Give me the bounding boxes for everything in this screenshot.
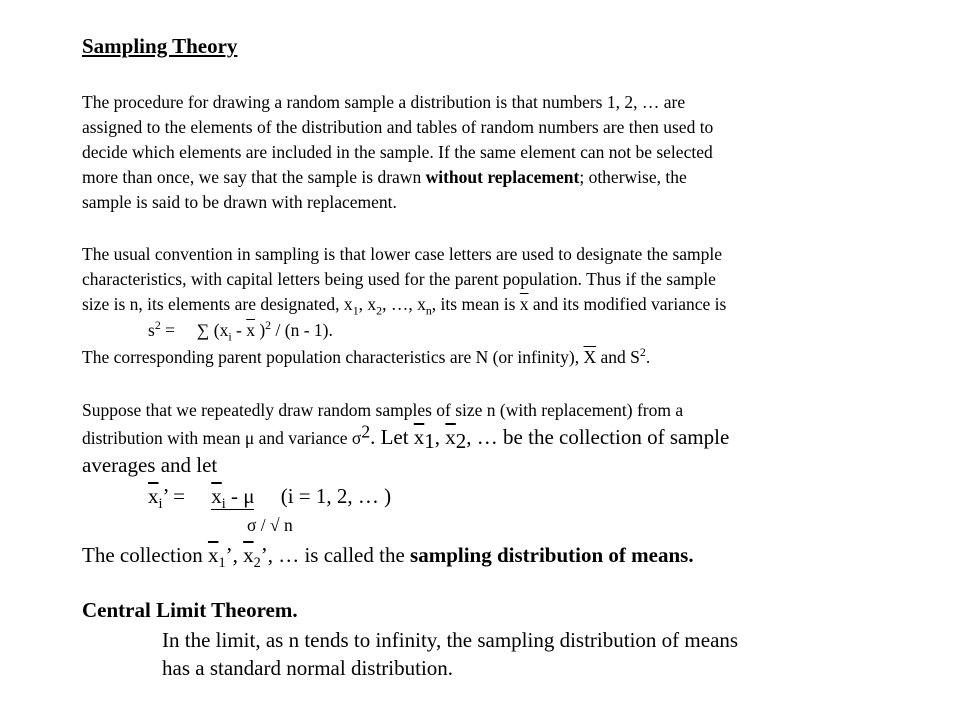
clt-line-2: has a standard normal distribution. xyxy=(162,656,454,680)
x-bar: $\overline{x}$ xyxy=(246,320,255,340)
subscript: 1 xyxy=(218,555,226,572)
paragraph-2-line-2: characteristics, with capital letters being used for the parent population. Thus if the sample xyxy=(82,269,716,289)
subscript: 2 xyxy=(455,429,467,454)
paragraph-1-line-4 xyxy=(82,167,687,188)
x-bar: $\overline{x}$ xyxy=(243,543,254,567)
bold-term: sampling distribution of means. xyxy=(410,543,694,567)
text-run: , its mean is xyxy=(431,294,520,314)
paragraph-1-line-5: sample is said to be drawn with replacement. xyxy=(82,192,397,212)
text-run: - xyxy=(231,320,247,340)
text-run: distribution with mean μ and variance σ xyxy=(82,428,362,448)
text-run: ’, … is called the xyxy=(260,543,411,567)
paragraph-3-line-2 xyxy=(82,421,730,454)
subscript: n xyxy=(425,303,432,318)
paragraph-2-line-3 xyxy=(82,294,727,318)
text-run: , xyxy=(434,425,446,449)
page-title: Sampling Theory xyxy=(82,34,238,58)
x-bar: $\overline{x}$ xyxy=(148,484,159,508)
text-run: = ∑ (x xyxy=(160,320,229,340)
x-bar: $\overline{x}$ xyxy=(445,425,456,449)
clt-heading: Central Limit Theorem. xyxy=(82,598,298,622)
x-bar: $\overline{x}$ xyxy=(413,425,425,449)
subscript: 1 xyxy=(352,303,359,318)
subscript: i xyxy=(158,496,163,513)
x-bar: $\overline{x}$ xyxy=(211,484,222,508)
standardization-equation xyxy=(148,484,392,513)
subscript: i xyxy=(228,329,232,344)
text-run: The corresponding parent population characteristics are N (or infinity), xyxy=(82,347,584,367)
paragraph-3-line-1: Suppose that we repeatedly draw random samples of size n (with replacement) from a xyxy=(82,400,684,420)
text-run: (i = 1, 2, … ) xyxy=(254,484,392,508)
text-run: and its modified variance is xyxy=(528,294,727,314)
text-run: ) xyxy=(254,320,266,340)
superscript: 2 xyxy=(154,318,161,333)
paragraph-1-line-1: The procedure for drawing a random sample a distribution is that numbers 1, 2, … are xyxy=(82,92,686,112)
fraction-denominator: σ / √ n xyxy=(247,515,293,535)
paragraph-3-line-3: averages and let xyxy=(82,453,218,477)
x-bar: $\overline{x}$ xyxy=(207,543,219,567)
subscript: 1 xyxy=(424,429,435,454)
text-run: / (n - 1). xyxy=(271,320,333,340)
x-bar-capital: $\overline{X}$ xyxy=(583,347,597,367)
text-run: . Let xyxy=(370,425,414,449)
text-run: The collection xyxy=(82,543,208,567)
paragraph-2-line-5 xyxy=(82,347,650,368)
text-run: , x xyxy=(358,294,377,314)
subscript: 2 xyxy=(376,303,383,318)
bold-term: without replacement xyxy=(425,167,580,187)
text-run: more than once, we say that the sample is drawn xyxy=(82,167,426,187)
x-bar: $\overline{x}$ xyxy=(519,294,529,314)
fraction-numerator xyxy=(211,484,255,513)
text-run: , …, x xyxy=(382,294,426,314)
text-run: ’, xyxy=(225,543,244,567)
text-run: ; otherwise, the xyxy=(579,167,687,187)
variance-formula xyxy=(148,318,333,344)
superscript: 2 xyxy=(639,345,646,360)
text-run: . xyxy=(645,347,651,367)
text-run: - μ xyxy=(225,484,255,508)
text-run: and S xyxy=(596,347,640,367)
text-run: ’ = xyxy=(162,484,212,508)
subscript: i xyxy=(221,496,226,513)
clt-line-1: In the limit, as n tends to infinity, the sampling distribution of means xyxy=(162,628,739,652)
paragraph-1-line-3: decide which elements are included in the sample. If the same element can not be selected xyxy=(82,142,713,162)
paragraph-2-line-1: The usual convention in sampling is that lower case letters are used to designate the sample xyxy=(82,244,723,264)
superscript: 2 xyxy=(361,421,371,442)
subscript: 2 xyxy=(253,555,261,572)
text-run: size is n, its elements are designated, x xyxy=(82,294,353,314)
text-run: s xyxy=(148,320,155,340)
superscript: 2 xyxy=(265,318,272,333)
text-run: , … be the collection of sample xyxy=(466,425,730,449)
paragraph-1-line-2: assigned to the elements of the distribution and tables of random numbers are then used to xyxy=(82,117,714,137)
paragraph-3-line-5 xyxy=(82,543,694,572)
